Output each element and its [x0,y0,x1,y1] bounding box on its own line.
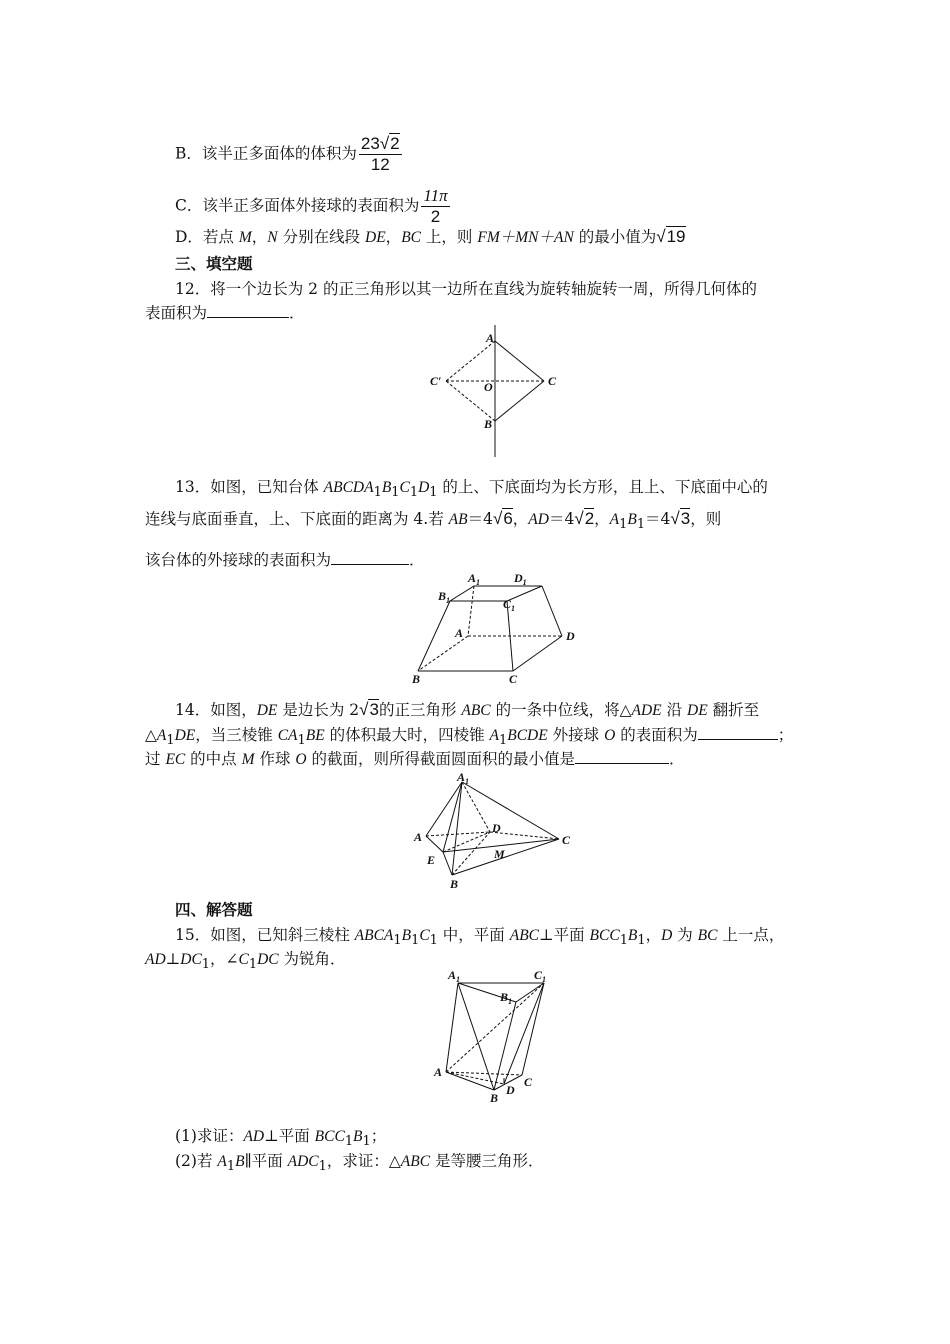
option-b-rad: 2 [390,134,400,153]
option-c-num: 11π [423,186,448,205]
q15-line1b: 中，平面 [437,926,510,944]
q14-line2f: ； [777,726,794,744]
q15-part1: (1)求证：AD⊥平面 $BCC_1B_1$； [175,1127,387,1150]
option-c-text: C．该半正多面体外接球的表面积为 [175,196,420,215]
q15-part2: (2)若 $A_1B\parallel$平面 $ADC_1$，求证：△ABC 是等腰三角形． [175,1152,544,1175]
q13-a1: A [609,511,620,528]
q13-solid: ABCDA [323,479,374,496]
q12-line2-text: 表面积为 [145,304,208,322]
option-b-text: B．该半正多面体的体积为 [175,144,357,163]
q15-part2g: ABC [400,1153,431,1170]
q14-ade: ADE [631,702,662,719]
label-b: B [490,1091,499,1105]
q14-line3d: 的截面，则所得截面圆面积的最小值是 [306,750,576,768]
option-d-mid2: 上，则 [421,228,478,246]
q15-d: D [661,927,673,944]
answer-blank [207,303,289,318]
q15-line1f: 上一点， [717,926,785,944]
q13-radical-2: √2 [574,509,595,528]
q15-line1d: ， [645,926,662,944]
option-b-fraction: $\frac{23√2}{12}$ [360,134,400,174]
q13-eq3: ＝4 [645,510,671,528]
q15-ad: AD [145,951,166,968]
q14-line1d: 的一条中位线，将△ [490,701,632,719]
option-d-expr: FM＋MN＋AN [477,229,574,246]
q12-line2 [145,302,305,324]
q13-line1b: 的上、下底面均为长方形，且上、下底面中心的 [437,478,768,496]
option-d-post: 的最小值为 [573,228,657,246]
q15-figure [430,968,560,1108]
q13-radical-3: √3 [670,509,691,528]
q14-line2a: △ [145,726,157,744]
q14-line1a: 14．如图， [175,701,257,719]
q15-part2b: A [217,1153,227,1170]
q15-line2: $AD\perp DC_1$，$\angle C_1DC$ 为锐角． [145,950,346,973]
label-b: B [450,877,459,891]
label-c: C [524,1075,533,1089]
q12-figure [420,325,580,460]
option-b [175,134,404,175]
q15-line1e: 为 [672,926,698,944]
q13-then: ，则 [690,510,722,528]
q14-line2d: 外接球 [547,726,605,744]
q14-line3a: 过 [145,750,166,768]
q15-abc: ABC [509,927,540,944]
var-bc: BC [401,229,421,246]
q13-line3 [145,549,425,571]
q15-part1d: BCC [314,1128,345,1145]
q13-eq2: ＝4 [548,510,575,528]
q13-r2: 2 [584,509,595,528]
var-m: M [238,229,252,246]
q13-ad: AD [528,511,549,528]
q15-b: B [401,927,412,944]
q14-line2b: ，当三棱锥 [195,726,278,744]
q14-o2: O [295,751,307,768]
q15-part1f: ； [370,1127,387,1145]
q13-line1: 13．如图，已知台体 $ABCDA_1B_1C_1D_1$ 的上、下底面均为长方形，且上、下底面中心的 [175,478,768,501]
q14-line1f: 翻折至 [707,701,760,719]
q15-c: C [419,927,430,944]
q15-part2e: ADC [287,1153,319,1170]
section-4-title: 四、解答题 [175,900,253,919]
option-b-num: 23 [360,134,380,153]
label-b1: $B_1$ [438,589,451,605]
q13-end: ． [409,551,425,569]
option-d-radical: √19 [656,227,686,246]
option-c [175,186,452,227]
q13-r6: 6 [503,509,513,528]
label-a: A [414,830,423,844]
q12-end: ． [289,304,305,322]
answer-blank [575,749,669,764]
q14-line1 [175,699,759,722]
q15-part2a: (2)若 [175,1152,218,1170]
label-d: D [492,821,501,835]
q15-bc: BC [697,927,718,944]
label-b: B [484,417,493,431]
q14-r3: 3 [369,700,379,719]
q14-de2: DE [687,702,708,719]
q15-part1b: AD [243,1128,265,1145]
q14-end: ． [669,750,685,768]
q13-line1a: 13．如图，已知台体 [175,478,324,496]
q13-line2: 连线与底面垂直，上、下底面的距离为 4.若 AB＝4√6，AD＝4√2，$A_1B_1=4√3$，则 [145,509,722,533]
label-a1: $A_1$ [457,770,470,786]
answer-blank [698,725,778,740]
q14-line1b: 是边长为 2 [277,701,360,719]
option-d-mid: 分别在线段 [277,228,365,246]
q14-line2e: 的表面积为 [615,726,698,744]
q13-c: C [399,479,410,496]
q15-line2c: ，∠ [210,950,239,968]
q14-line1c: 的正三角形 [378,701,462,719]
option-d [175,226,686,249]
q14-a1b: A [489,727,500,744]
q15-line1: 15．如图，已知斜三棱柱 $ABCA_1B_1C_1$ 中，平面 ABC⊥平面 $BCC_1B_1$，D 为 BC 上一点， [175,926,785,949]
q15-c1: C [238,951,249,968]
q15-part1c: ⊥平面 [264,1127,315,1145]
q14-ca1: CA [277,727,298,744]
q15-bcc: BCC [589,927,620,944]
q15-part2c: B [235,1153,245,1170]
label-a: A [455,626,464,640]
label-m: M [494,847,505,861]
option-c-den: 2 [430,207,441,226]
label-c: C [562,833,571,847]
q15-line1c: ⊥平面 [539,926,590,944]
label-c: C [509,672,518,686]
label-a1: $A_1$ [448,968,461,984]
label-c1: $C_1$ [503,597,516,613]
var-n: N [267,229,278,246]
label-d1: $D_1$ [514,571,527,587]
q15-line2e: 为锐角． [278,950,346,968]
q15-prism: ABCA [354,927,394,944]
q15-b1: B [627,927,638,944]
q14-de: DE [256,702,278,719]
q14-line3c: 作球 [254,750,296,768]
label-d: D [566,629,575,643]
q13-line2a: 连线与底面垂直，上、下底面的距离为 4.若 [145,510,449,528]
option-d-rad: 19 [666,227,686,246]
q13-line3-text: 该台体的外接球的表面积为 [145,551,332,569]
label-c1: $C_1$ [534,968,547,984]
q13-b1: B [627,511,637,528]
q13-figure [410,570,585,685]
q14-a1: A [156,727,167,744]
q14-m: M [241,751,255,768]
q13-ab: AB [448,511,468,528]
option-d-comma2: ， [385,228,402,246]
option-b-den: 12 [370,155,390,174]
q15-dc: DC [257,951,279,968]
q13-r3: 3 [680,509,691,528]
label-d: D [506,1083,515,1097]
label-a: A [486,331,495,345]
q15-part1e: B [353,1128,363,1145]
q15-perp: ⊥ [165,950,181,968]
option-d-pre: D．若点 [175,228,239,246]
q13-b: B [381,479,392,496]
q15-part2h: 是等腰三角形． [430,1152,544,1170]
label-b1: $B_1$ [500,990,513,1006]
q13-d: D [418,479,430,496]
q14-line3 [145,748,685,771]
answer-blank [331,550,409,565]
q14-line2: $\triangle A_1DE$，当三棱锥 $CA_1BE$ 的体积最大时，四棱锥 $A_1BCDE$ 外接球 O 的表面积为 ； [145,726,794,749]
q15-line1a: 15．如图，已知斜三棱柱 [175,926,355,944]
option-d-comma: ， [251,228,268,246]
q14-line3b: 的中点 [185,750,242,768]
label-c-prime: C′ [430,374,442,388]
q15-part2d: ∥平面 [244,1152,288,1170]
q14-ec: EC [165,751,186,768]
q14-figure [410,770,580,895]
q14-be: BE [305,727,325,744]
q14-line2c: 的体积最大时，四棱锥 [324,726,490,744]
label-o: O [484,380,493,394]
label-b: B [412,672,421,686]
label-a: A [434,1065,443,1079]
option-c-fraction [421,186,449,227]
q12-line1: 12．将一个边长为 2 的正三角形以其一边所在直线为旋转轴旋转一周，所得几何体的 [175,280,757,298]
label-c: C [548,374,557,388]
q15-dc1: DC [180,951,202,968]
label-e: E [427,853,436,867]
q13-radical-6: √6 [492,509,513,528]
section-3-title: 三、填空题 [175,254,253,273]
var-de: DE [365,229,386,246]
q15-part2f: ，求证：△ [326,1152,401,1170]
q14-abc: ABC [461,702,491,719]
q14-radical: √3 [359,700,379,719]
q14-line1e: 沿 [661,701,688,719]
q14-bcde: BCDE [507,727,548,744]
q15-part1a: (1)求证： [175,1127,244,1145]
q14-o: O [604,727,616,744]
q13-eq1: ＝4 [467,510,493,528]
q14-de3: DE [174,727,196,744]
label-a1: $A_1$ [468,571,481,587]
